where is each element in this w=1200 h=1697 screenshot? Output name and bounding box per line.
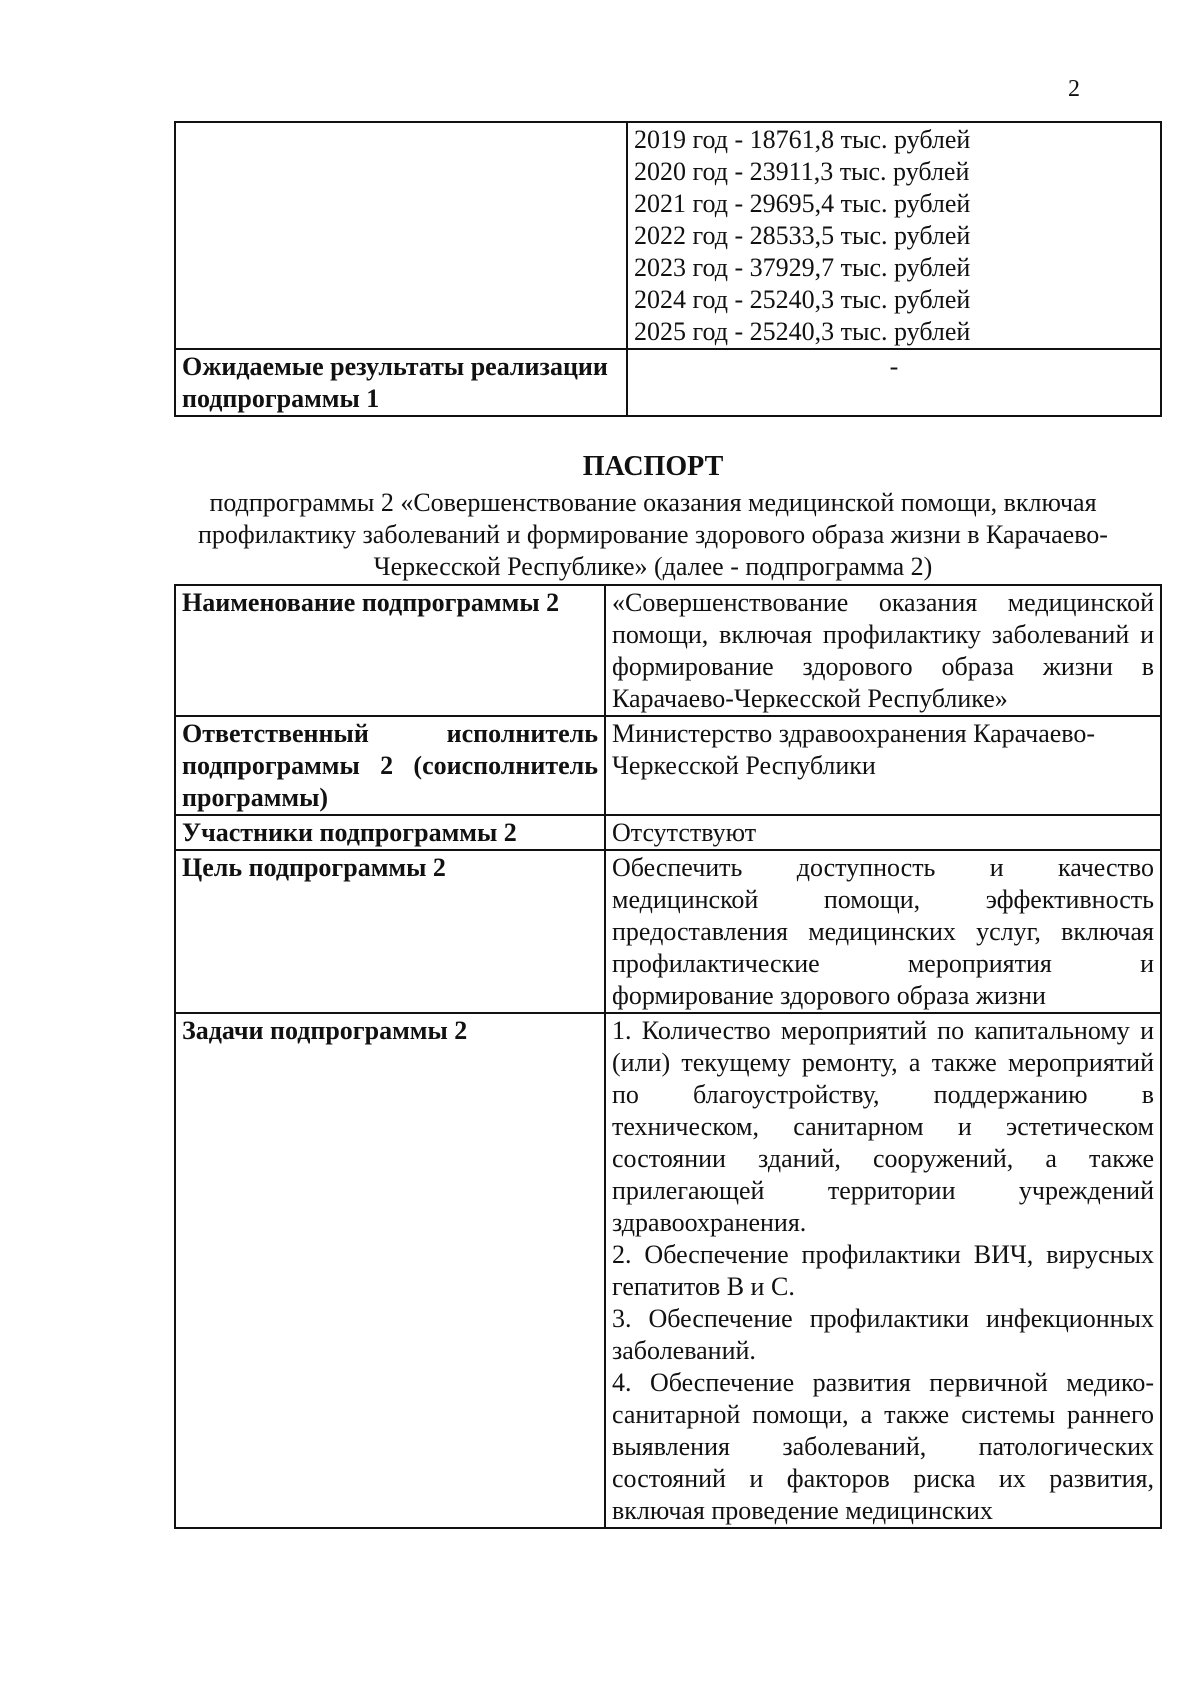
subprogram-name-value: «Совершенствование оказания медицинской помощи, включая профилактику заболеваний и формирование здорового образа жизни в Карачаево-Черкесской Республике» — [605, 585, 1161, 716]
passport-subtitle: подпрограммы 2 «Совершенствование оказания медицинской помощи, включая профилактику заболеваний и формирование здорового образа жизни в Карачаево-Черкесской Республике» (далее - подпрограмма 2) — [198, 488, 1108, 581]
table-row — [175, 850, 1161, 1013]
responsible-executor-value: Министерство здравоохранения Карачаево-Черкесской Республики — [605, 716, 1161, 815]
subprogram-name-label: Наименование подпрограммы 2 — [175, 585, 605, 716]
goal-value: Обеспечить доступность и качество медицинской помощи, эффективность предоставления медицинских услуг, включая профилактические мероприятия и формирование здорового образа жизни — [605, 850, 1161, 1013]
funding-line-2022: 2022 год - 28533,5 тыс. рублей — [634, 221, 971, 250]
task-item-4: 4. Обеспечение развития первичной медико-санитарной помощи, а также системы раннего выявления заболеваний, патологических состояний и факторов риска их развития, включая проведение медицинских — [612, 1368, 1154, 1525]
page-number: 2 — [1068, 76, 1080, 102]
funding-line-2019: 2019 год - 18761,8 тыс. рублей — [634, 125, 971, 154]
funding-line-2025: 2025 год - 25240,3 тыс. рублей — [634, 317, 971, 346]
funding-line-2023: 2023 год - 37929,7 тыс. рублей — [634, 253, 971, 282]
table-row — [175, 716, 1161, 815]
passport-title: ПАСПОРТ — [582, 451, 724, 482]
expected-results-value: - — [627, 349, 1161, 416]
task-item-3: 3. Обеспечение профилактики инфекционных заболеваний. — [612, 1304, 1154, 1365]
table-row — [175, 815, 1161, 850]
funding-label-cell — [175, 122, 627, 349]
tasks-label: Задачи подпрограммы 2 — [175, 1013, 605, 1528]
task-item-1: 1. Количество мероприятий по капитальному и (или) текущему ремонту, а также мероприятий по благоустройству, поддержанию в техническом, санитарном и эстетическом состоянии зданий, сооружений, а также прилегающей территории учреждений здравоохранения. — [612, 1016, 1154, 1237]
table-row — [175, 585, 1161, 716]
goal-label: Цель подпрограммы 2 — [175, 850, 605, 1013]
funding-line-2020: 2020 год - 23911,3 тыс. рублей — [634, 157, 970, 186]
expected-results-label: Ожидаемые результаты реализации подпрограммы 1 — [175, 349, 627, 416]
funding-row — [175, 122, 1161, 349]
funding-table — [174, 121, 1162, 417]
participants-value: Отсутствуют — [605, 815, 1161, 850]
expected-results-row — [175, 349, 1161, 416]
funding-line-2024: 2024 год - 25240,3 тыс. рублей — [634, 285, 971, 314]
funding-line-2021: 2021 год - 29695,4 тыс. рублей — [634, 189, 971, 218]
tasks-value — [605, 1013, 1161, 1528]
passport-table — [174, 584, 1162, 1529]
participants-label: Участники подпрограммы 2 — [175, 815, 605, 850]
responsible-executor-label: Ответственный исполнитель подпрограммы 2 (соисполнитель программы) — [175, 716, 605, 815]
funding-values-cell — [627, 122, 1161, 349]
task-item-2: 2. Обеспечение профилактики ВИЧ, вирусных гепатитов В и С. — [612, 1240, 1154, 1301]
table-row — [175, 1013, 1161, 1528]
